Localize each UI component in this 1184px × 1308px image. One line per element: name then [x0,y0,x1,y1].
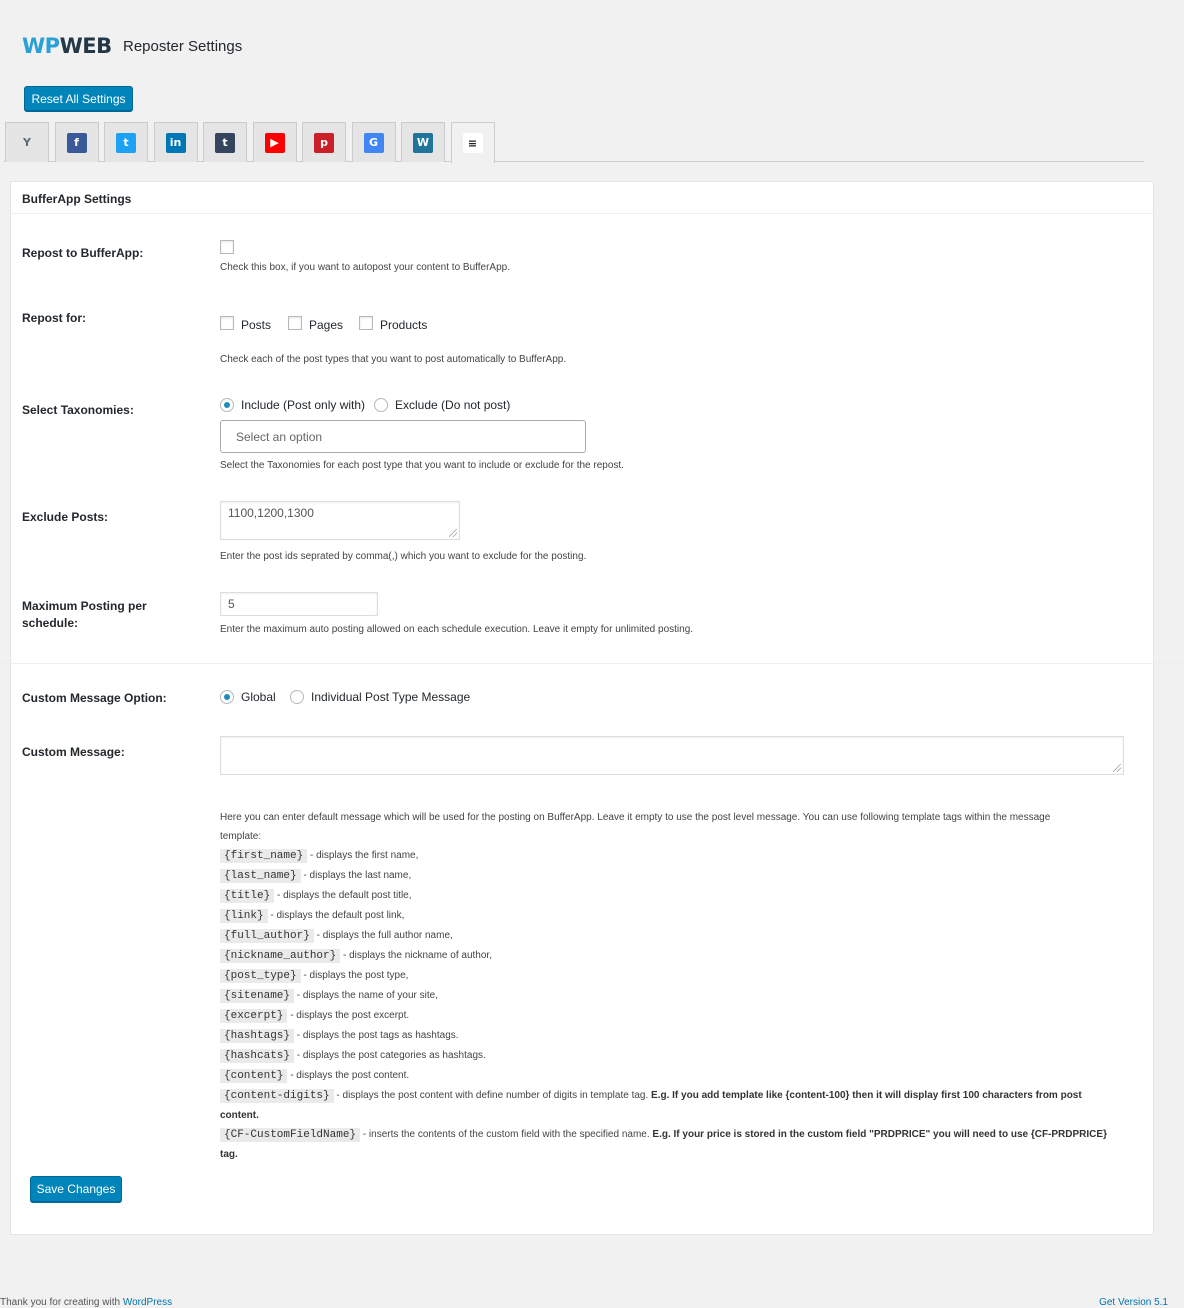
tag-code: {first_name} [220,849,307,863]
wpweb-icon: Y [23,136,31,149]
tab-wordpress[interactable] [401,122,445,162]
pinterest-icon: p [314,133,334,153]
max-posting-label [22,598,147,632]
max-posting-description: Enter the maximum auto posting allowed on each schedule execution. Leave it empty for unlimited posting. [220,624,694,635]
wordpress-link[interactable]: WordPress [122,1297,173,1308]
tag-description: - displays the full author name, [313,930,453,941]
tag-example: E.g. If you add template like {content-100} then it will display first 100 characters from post [651,1090,1082,1101]
custom-message-option-label: Custom Message Option: [22,691,167,705]
youtube-icon: ▶ [265,133,285,153]
repost-checkbox[interactable] [220,240,234,254]
page-title: Reposter Settings [123,38,243,55]
tag-row [220,946,1120,966]
exclude-posts-label: Exclude Posts: [22,510,109,524]
facebook-icon: f [67,133,87,153]
tag-row [220,906,1120,926]
panel-header [11,182,1153,214]
resize-handle[interactable] [1113,764,1121,772]
tag-continuation [220,1106,1120,1125]
tag-row [220,1006,1120,1026]
exclude-option-label: Exclude (Do not post) [395,398,511,412]
google-my-business-icon: G [364,133,384,153]
buffer-icon: ≡ [463,133,483,153]
exclude-posts-textarea[interactable] [220,501,460,540]
tag-code: {content} [220,1069,287,1083]
tag-description: - displays the post tags as hashtags. [294,1030,459,1041]
tag-code: {last_name} [220,869,301,883]
tag-row [220,1086,1120,1106]
tag-description: - displays the nickname of author, [340,950,492,961]
tag-description: - displays the post excerpt. [287,1010,410,1021]
reset-all-settings-button[interactable]: Reset All Settings [24,86,133,111]
linkedin-icon: in [166,133,186,153]
wordpress-icon: W [413,133,433,153]
tab-bufferapp[interactable] [451,122,495,163]
tag-code: {post_type} [220,969,301,983]
taxonomy-select[interactable] [220,420,586,453]
exclude-radio[interactable] [374,398,388,412]
products-option-label: Products [380,318,428,332]
divider [0,663,1184,664]
tag-description: - displays the post categories as hashtags. [294,1050,486,1061]
tag-code: {title} [220,889,274,903]
tag-code: {excerpt} [220,1009,287,1023]
global-option-label: Global [241,690,276,704]
include-option-label: Include (Post only with) [241,398,366,412]
tab-twitter[interactable] [104,122,148,162]
repost-description: Check this box, if you want to autopost your content to BufferApp. [220,262,510,273]
taxonomies-label: Select Taxonomies: [22,403,134,417]
repost-label: Repost to BufferApp: [22,246,144,260]
posts-option-label: Posts [241,318,272,332]
template-tags-help [220,808,1120,1164]
logo-web: WEB [59,34,112,58]
pages-checkbox[interactable] [288,316,302,330]
tag-code: {nickname_author} [220,949,340,963]
exclude-posts-value: 1100,1200,1300 [228,506,314,520]
panel-title: BufferApp Settings [22,192,132,206]
help-intro: Here you can enter default message which will be used for the posting on BufferApp. Leave it empty to use the post level message. You can use following template tags within the message [220,812,1051,823]
twitter-icon: t [116,133,136,153]
resize-handle[interactable] [449,529,457,537]
help-intro-2: template: [220,831,262,842]
tag-row [220,866,1120,886]
tag-code: {link} [220,909,268,923]
tag-continuation [220,1145,1120,1164]
taxonomies-description: Select the Taxonomies for each post type that you want to include or exclude for the repost. [220,460,624,471]
tag-description: - inserts the contents of the custom field with the specified name. [360,1129,653,1140]
tag-code: {sitename} [220,989,294,1003]
tag-description: - displays the last name, [300,870,412,881]
max-posting-label-line-2: schedule: [22,616,79,630]
settings-panel [10,181,1154,1235]
tag-description: - displays the name of your site, [294,990,438,1001]
tag-description: - displays the post content with define number of digits in template tag. [333,1090,652,1101]
max-posting-input[interactable] [220,592,378,616]
repost-for-description: Check each of the post types that you want to post automatically to BufferApp. [220,354,567,365]
tag-code: {content-digits} [220,1089,334,1103]
products-checkbox[interactable] [359,316,373,330]
taxonomy-select-placeholder: Select an option [236,430,323,444]
tag-code: {hashcats} [220,1049,294,1063]
tab-tumblr[interactable] [203,122,247,162]
tag-row [220,1046,1120,1066]
tag-row [220,1066,1120,1086]
tag-row [220,966,1120,986]
tag-example-cont: content. [220,1110,259,1121]
tag-description: - displays the default post title, [274,890,412,901]
wpweb-logo [22,34,112,58]
tag-row [220,846,1120,866]
tag-code: {hashtags} [220,1029,294,1043]
tag-row [220,1125,1120,1145]
footer-text: Thank you for creating with [0,1297,123,1308]
tag-code: {CF-CustomFieldName} [220,1128,360,1142]
tag-row [220,926,1120,946]
tag-description: - displays the default post link, [267,910,405,921]
pages-option-label: Pages [309,318,344,332]
tag-example-cont: tag. [220,1149,238,1160]
max-posting-value: 5 [228,597,235,611]
logo-wp: WP [22,34,60,58]
tab-wpweb[interactable] [5,122,49,162]
repost-for-label: Repost for: [22,311,86,325]
individual-radio[interactable] [290,690,304,704]
tab-youtube[interactable] [253,122,297,162]
include-radio[interactable] [220,398,234,412]
tab-linkedin[interactable] [154,122,198,162]
tab-google-my-business[interactable] [352,122,396,162]
tag-row [220,1026,1120,1046]
tag-description: - displays the first name, [307,850,419,861]
custom-message-textarea[interactable] [220,736,1124,775]
posts-checkbox[interactable] [220,316,234,330]
exclude-posts-description: Enter the post ids seprated by comma(,) which you want to exclude for the posting. [220,551,587,562]
individual-option-label: Individual Post Type Message [311,690,471,704]
tag-row [220,886,1120,906]
footer-version[interactable]: Get Version 5.1 [1099,1297,1168,1308]
tag-code: {full_author} [220,929,314,943]
tag-list [220,846,1120,1086]
tag-example: E.g. If your price is stored in the custom field "PRDPRICE" you will need to use {CF-PRDPRICE} [652,1129,1107,1140]
max-posting-label-line-1: Maximum Posting per [22,599,147,613]
tag-description: - displays the post type, [300,970,409,981]
tab-facebook[interactable] [55,122,99,162]
tag-row [220,986,1120,1006]
custom-message-label: Custom Message: [22,745,125,759]
network-tabs [4,122,1144,162]
tumblr-icon: t [215,133,235,153]
tab-pinterest[interactable] [302,122,346,162]
tag-description: - displays the post content. [287,1070,410,1081]
global-radio[interactable] [220,690,234,704]
save-changes-button[interactable]: Save Changes [30,1176,122,1202]
footer-credit [0,1297,172,1308]
